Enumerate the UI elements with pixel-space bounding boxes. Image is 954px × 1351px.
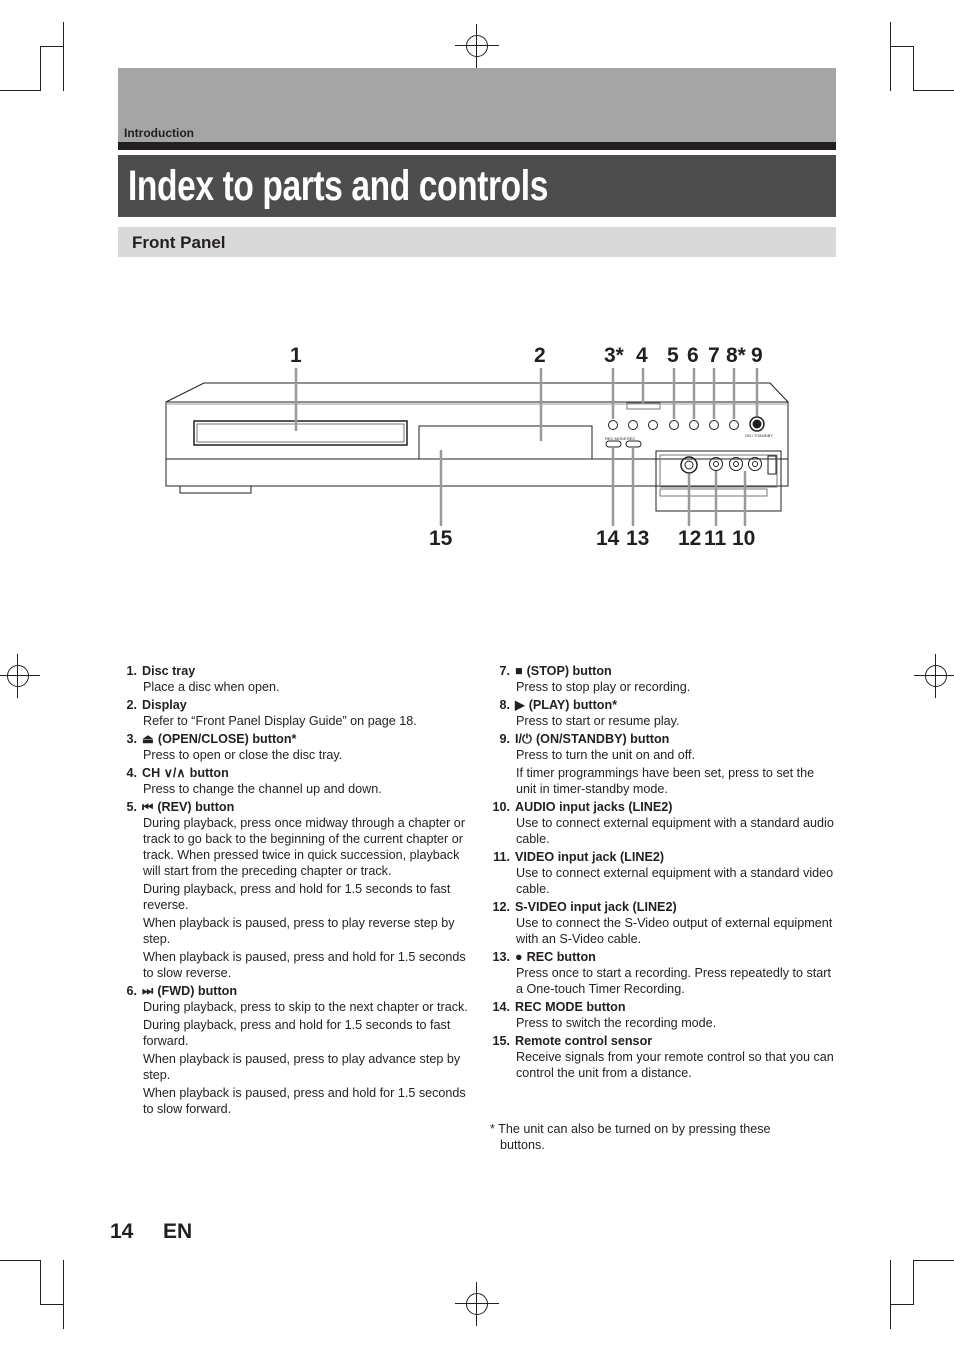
part-item-7: 7. ■ (STOP) button Press to stop play or recording.: [499, 664, 691, 694]
part-item-15: 15. Remote control sensor Receive signals from your remote control so that you can control the unit from a distance.: [492, 1034, 834, 1080]
svg-text:ON / STANDBY: ON / STANDBY: [745, 433, 773, 438]
part-item-9: 9. I/⏻ (ON/STANDBY) button Press to turn the unit on and off. If timer programmings have been set, press to set the unit in timer-standby mode.: [499, 732, 815, 796]
section-label: Introduction: [124, 126, 194, 140]
parts-list-left: [125, 663, 470, 1119]
part-item-11: 11. VIDEO input jack (LINE2) Use to connect external equipment with a standard video cable.: [493, 850, 834, 896]
callout-2: 2: [534, 344, 546, 367]
callout-14: 14: [596, 527, 620, 550]
part-item-13: 13. ● REC button Press once to start a recording. Press repeatedly to start a One-touch Timer Recording.: [492, 950, 831, 996]
callout-13: 13: [626, 527, 650, 550]
callout-8: 8*: [726, 344, 746, 367]
eject-icon: ⏏: [142, 732, 154, 746]
parts-list-right: [490, 663, 835, 1083]
part-item-4: 4. CH ∨/∧ button Press to change the channel up and down.: [126, 766, 382, 796]
callout-10: 10: [732, 527, 756, 550]
section-subtitle: Front Panel: [132, 233, 226, 252]
page-number: 14: [110, 1220, 134, 1243]
power-icon: I/⏻: [515, 732, 532, 746]
callout-11: 11: [704, 527, 727, 550]
fwd-skip-icon: ⏭: [142, 984, 154, 998]
rev-skip-icon: ⏮: [142, 800, 154, 814]
callout-1: 1: [290, 344, 302, 367]
part-item-2: 2. Display Refer to “Front Panel Display Guide” on page 18.: [126, 698, 417, 728]
callout-7: 7: [708, 344, 720, 367]
svg-text:REC MODE: REC MODE: [605, 436, 627, 441]
page-language: EN: [163, 1220, 193, 1243]
callout-4: 4: [636, 344, 648, 367]
part-item-3: 3. ⏏ (OPEN/CLOSE) button* Press to open or close the disc tray.: [126, 732, 343, 762]
part-item-6: 6. ⏭ (FWD) button During playback, press to skip to the next chapter or track. During playback, press and hold for 1.5 seconds to fast forward. When playback is paused, press to play advance step by step. When playback is paused, press and hold for 1.5 seconds to slow forward.: [126, 984, 468, 1116]
part-item-12: 12. S-VIDEO input jack (LINE2) Use to connect the S-Video output of external equipment with an S-Video cable.: [492, 900, 833, 946]
rec-dot-icon: ●: [515, 950, 523, 964]
callout-3: 3*: [604, 344, 624, 367]
part-item-1: 1. Disc tray Place a disc when open.: [126, 664, 280, 694]
part-item-14: 14. REC MODE button Press to switch the recording mode.: [492, 1000, 717, 1030]
front-panel-diagram: [0, 0, 954, 600]
part-item-10: 10. AUDIO input jacks (LINE2) Use to connect external equipment with a standard audio cable.: [492, 800, 834, 846]
callout-6: 6: [687, 344, 699, 367]
callout-5: 5: [667, 344, 679, 367]
part-item-8: 8. ▶ (PLAY) button* Press to start or resume play.: [499, 698, 680, 728]
page-title: Index to parts and controls: [128, 162, 548, 210]
part-item-5: 5. ⏮ (REV) button During playback, press once midway through a chapter or track to go back to the beginning of the current chapter or track. When pressed twice in quick succession, playback will start from the preceding chapter or track. During playback, press and hold for 1.5 seconds to fast reverse. When playback is paused, press to play reverse step by step. When playback is paused, press and hold for 1.5 seconds to slow reverse.: [126, 800, 466, 980]
channel-updown-icon: CH ∨/∧: [142, 766, 186, 780]
callout-15: 15: [429, 527, 453, 550]
stop-icon: ■: [515, 664, 523, 678]
play-icon: ▶: [515, 698, 525, 712]
callout-12: 12: [678, 527, 702, 550]
footnote: * The unit can also be turned on by pressing these buttons.: [490, 1122, 771, 1152]
svg-text:REC: REC: [627, 436, 636, 441]
callout-9: 9: [751, 344, 763, 367]
